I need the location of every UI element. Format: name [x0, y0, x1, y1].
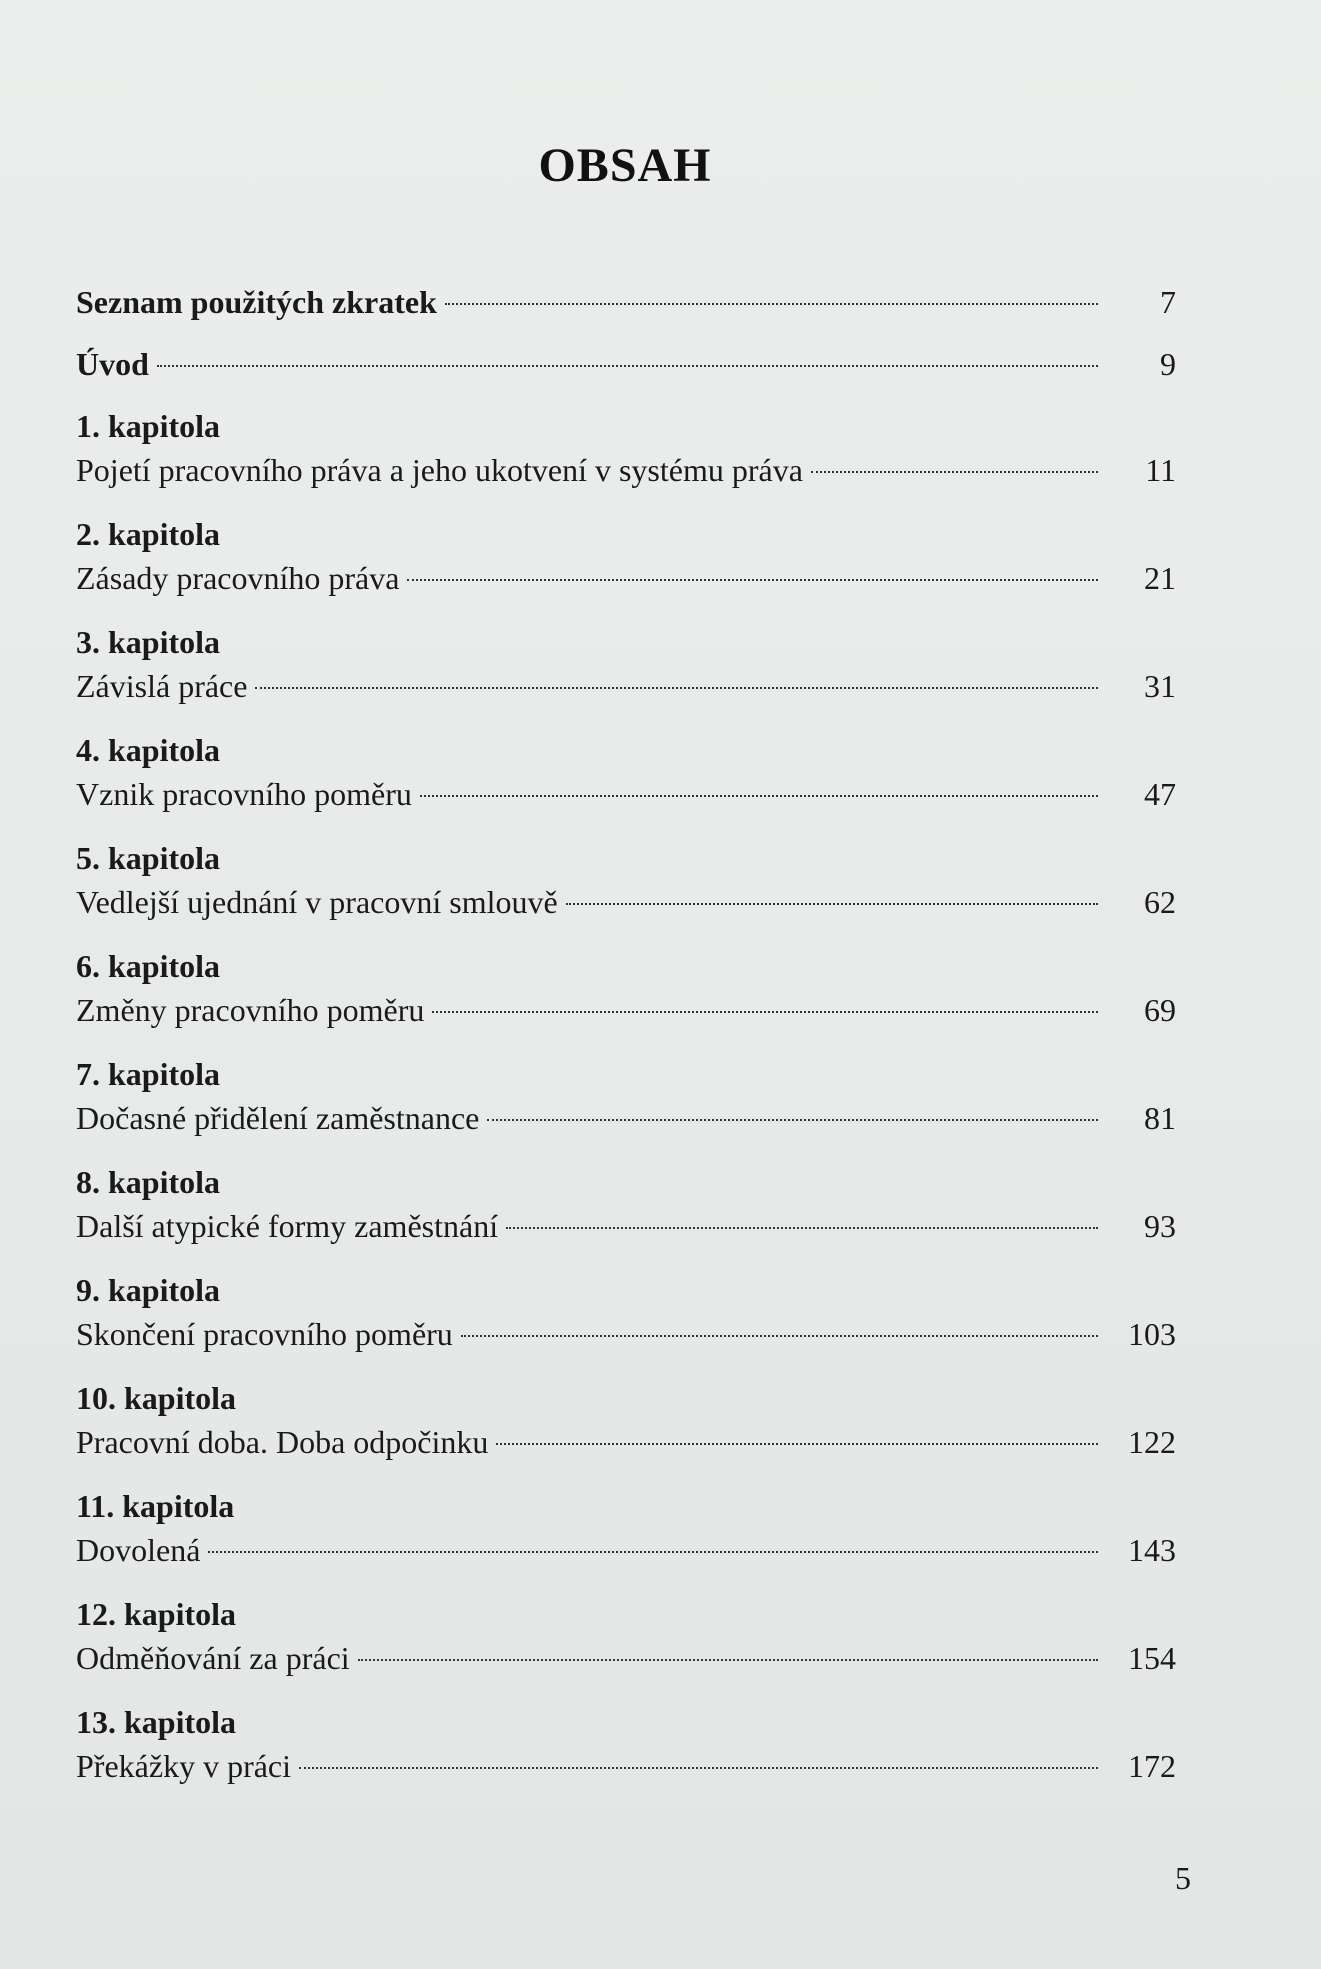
chapter-title: Překážky v práci — [76, 1748, 292, 1784]
toc-entry-chapter-4[interactable] — [76, 728, 1176, 816]
dot-leader — [358, 1659, 1098, 1661]
chapter-number-label: 7. kapitola — [76, 1056, 221, 1092]
toc-entry-chapter-12[interactable] — [76, 1592, 1176, 1680]
dot-leader — [461, 1335, 1098, 1337]
toc-page-number: 69 — [1144, 992, 1176, 1028]
toc-entry-chapter-2[interactable] — [76, 512, 1176, 600]
toc-entry-introduction[interactable] — [76, 342, 1176, 386]
toc-page-number: 7 — [1160, 284, 1176, 320]
chapter-number-label: 10. kapitola — [76, 1380, 237, 1416]
chapter-title: Odměňování za práci — [76, 1640, 350, 1676]
chapter-title: Další atypické formy zaměstnání — [76, 1208, 499, 1244]
dot-leader — [432, 1011, 1098, 1013]
dot-leader — [487, 1119, 1098, 1121]
chapter-title: Závislá práce — [76, 668, 248, 704]
toc-page-number: 9 — [1160, 346, 1176, 382]
toc-entry-chapter-1[interactable] — [76, 404, 1176, 492]
dot-leader — [496, 1443, 1098, 1445]
page-number: 5 — [1175, 1860, 1191, 1896]
toc-entry-label: Úvod — [76, 346, 149, 382]
toc-entry-chapter-7[interactable] — [76, 1052, 1176, 1140]
toc-entry-chapter-8[interactable] — [76, 1160, 1176, 1248]
chapter-number-label: 9. kapitola — [76, 1272, 221, 1308]
toc-entry-chapter-13[interactable] — [76, 1700, 1176, 1788]
chapter-list — [76, 404, 1176, 1788]
chapter-title: Vznik pracovního poměru — [76, 776, 412, 812]
toc-page-number: 21 — [1144, 560, 1176, 596]
toc-page-number: 93 — [1144, 1208, 1176, 1244]
chapter-number-label: 12. kapitola — [76, 1596, 237, 1632]
dot-leader — [420, 795, 1098, 797]
toc-entry-chapter-6[interactable] — [76, 944, 1176, 1032]
chapter-title: Pracovní doba. Doba odpočinku — [76, 1424, 489, 1460]
chapter-title: Změny pracovního poměru — [76, 992, 425, 1028]
chapter-title: Vedlejší ujednání v pracovní smlouvě — [76, 884, 558, 920]
dot-leader — [566, 903, 1098, 905]
chapter-title: Pojetí pracovního práva a jeho ukotvení v systému práva — [76, 452, 803, 488]
chapter-title: Zásady pracovního práva — [76, 560, 400, 596]
dot-leader — [208, 1551, 1098, 1553]
toc-page-number: 154 — [1128, 1640, 1176, 1676]
chapter-number-label: 13. kapitola — [76, 1704, 237, 1740]
toc-entry-chapter-9[interactable] — [76, 1268, 1176, 1356]
toc-page-number: 47 — [1144, 776, 1176, 812]
toc-entry-chapter-11[interactable] — [76, 1484, 1176, 1572]
toc-entry-chapter-10[interactable] — [76, 1376, 1176, 1464]
toc-page-number: 103 — [1128, 1316, 1176, 1352]
chapter-number-label: 6. kapitola — [76, 948, 221, 984]
chapter-number-label: 1. kapitola — [76, 408, 221, 444]
dot-leader — [407, 579, 1098, 581]
chapter-number-label: 8. kapitola — [76, 1164, 221, 1200]
chapter-number-label: 2. kapitola — [76, 516, 221, 552]
toc-entry-label: Seznam použitých zkratek — [76, 284, 437, 320]
toc-page-number: 143 — [1128, 1532, 1176, 1568]
toc-page-number: 31 — [1144, 668, 1176, 704]
dot-leader — [445, 303, 1098, 305]
toc-entry-chapter-5[interactable] — [76, 836, 1176, 924]
dot-leader — [811, 471, 1098, 473]
dot-leader — [299, 1767, 1098, 1769]
toc-page-number: 62 — [1144, 884, 1176, 920]
toc-page-number: 11 — [1145, 452, 1176, 488]
chapter-number-label: 11. kapitola — [76, 1488, 235, 1524]
chapter-number-label: 5. kapitola — [76, 840, 221, 876]
toc-page-number: 122 — [1128, 1424, 1176, 1460]
chapter-number-label: 4. kapitola — [76, 732, 221, 768]
chapter-title: Skončení pracovního poměru — [76, 1316, 453, 1352]
page-title: OBSAH — [538, 139, 712, 192]
toc-entry-chapter-3[interactable] — [76, 620, 1176, 708]
dot-leader — [255, 687, 1098, 689]
toc-page-number: 172 — [1128, 1748, 1176, 1784]
chapter-title: Dočasné přidělení zaměstnance — [76, 1100, 480, 1136]
dot-leader — [506, 1227, 1098, 1229]
table-of-contents — [76, 280, 1176, 1808]
toc-page-number: 81 — [1144, 1100, 1176, 1136]
toc-entry-abbreviations[interactable] — [76, 280, 1176, 324]
chapter-number-label: 3. kapitola — [76, 624, 221, 660]
chapter-title: Dovolená — [76, 1532, 201, 1568]
dot-leader — [157, 365, 1098, 367]
